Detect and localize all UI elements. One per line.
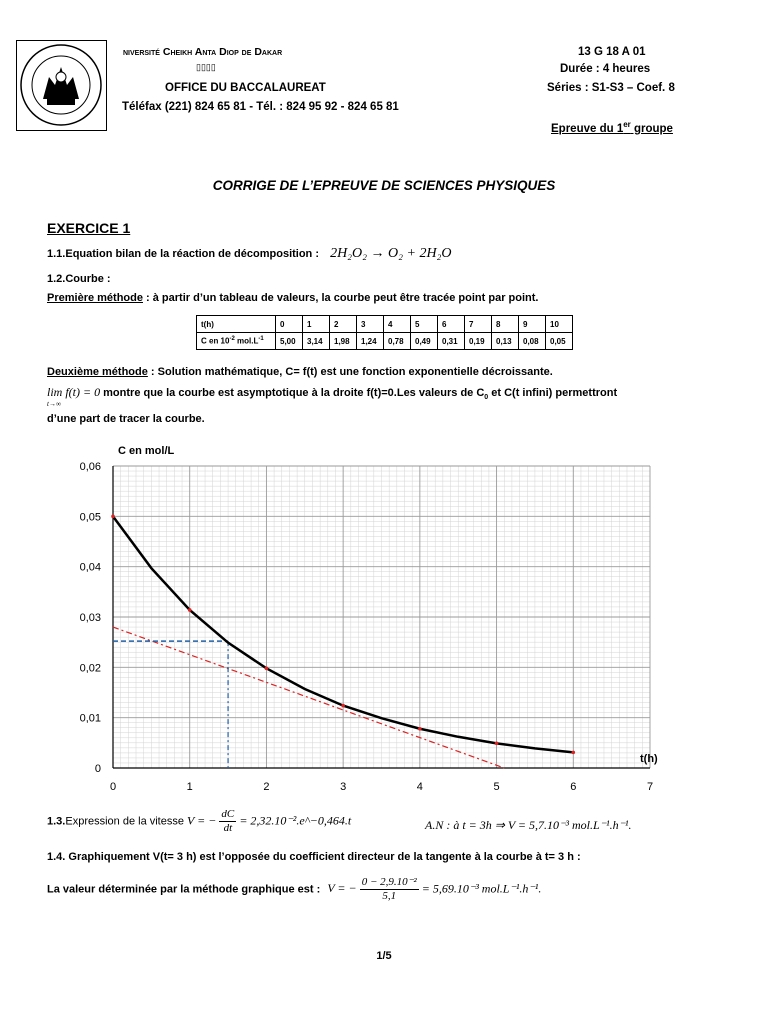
data-point: [418, 727, 422, 731]
x-tick-label: 0: [109, 781, 117, 793]
limit-expression: lim f(t) = 0: [47, 385, 101, 399]
numerical-application: A.N : à t = 3h ⇒ V = 5,7.10⁻³ mol.L⁻¹.h⁻¹.: [425, 818, 632, 832]
table-cell: 8: [492, 316, 519, 333]
table-cell: 0,31: [438, 333, 465, 350]
table-cell: 0: [276, 316, 303, 333]
chart-y-label: C en mol/L: [118, 445, 175, 457]
decomposition-equation: 2H₂O₂ → O₂ + 2H₂O: [330, 246, 452, 261]
x-tick-label: 5: [493, 781, 500, 793]
table-cell: 1,98: [330, 333, 357, 350]
x-tick-label: 2: [263, 781, 270, 793]
header-glyphs: ▯▯▯▯: [196, 62, 216, 72]
x-tick-label: 1: [186, 781, 193, 793]
table-cell: 6: [438, 316, 465, 333]
data-point: [188, 608, 192, 612]
slope-fraction: $\frac{\text{0 − 2,9.10⁻²}}{5,1}$: [361, 876, 417, 902]
table-cell: 7: [465, 316, 492, 333]
table-cell: 1,24: [357, 333, 384, 350]
chart-x-label: t(h): [640, 753, 658, 765]
data-point: [571, 751, 575, 755]
table-cell: 0,13: [492, 333, 519, 350]
data-point: [265, 667, 269, 671]
question-1-1: 1.1.Equation bilan de la réaction de décomposition : 2H₂O₂ → O₂ + 2H₂O: [47, 246, 452, 261]
university-name: niversité Cheikh Anta Diop de Dakar: [123, 46, 283, 58]
data-point: [341, 704, 345, 708]
table-cell: 0,49: [411, 333, 438, 350]
y-tick-label: 0,04: [79, 561, 101, 574]
table-header-time: t(h): [197, 316, 276, 333]
page-number: 1/5: [376, 950, 392, 962]
exercise-heading: EXERCICE 1: [47, 220, 131, 236]
y-tick-label: 0,05: [79, 511, 101, 524]
seal-icon: [17, 41, 105, 129]
limit-line: lim f(t) = 0 montre que la courbe est asymptotique à la droite f(t)=0.Les valeurs de $C_0$ et C(t infini) permettront: [47, 385, 618, 402]
data-point: [111, 515, 115, 519]
exam-group: Epreuve du 1er groupe: [551, 120, 673, 135]
derivative-fraction: $\frac{dC}{dt}$: [221, 808, 235, 834]
method-2: Deuxième méthode : Solution mathématique, C= f(t) est une fonction exponentielle décroissante.: [47, 366, 553, 378]
table-cell: 9: [519, 316, 546, 333]
x-tick-label: 4: [416, 781, 423, 793]
x-tick-label: 7: [646, 781, 654, 793]
exam-code: 13 G 18 A 01: [578, 46, 646, 58]
table-cell: 0,19: [465, 333, 492, 350]
table-header-concentration: C en $10^{-2}$ $mol.L^{-1}$: [197, 333, 276, 350]
question-1-4: 1.4. Graphiquement V(t= 3 h) est l’opposée du coefficient directeur de la tangente à la courbe à t= 3 h :: [47, 851, 581, 863]
contact-line: Téléfax (221) 824 65 81 - Tél. : 824 95 92 - 824 65 81: [122, 101, 399, 113]
table-cell: 10: [546, 316, 573, 333]
table-cell: 0,78: [384, 333, 411, 350]
table-cell: 3,14: [303, 333, 330, 350]
x-tick-label: 3: [340, 781, 347, 793]
exam-duration: Durée : 4 heures: [560, 63, 651, 75]
question-1-3: 1.3.Expression de la vitesse V = − $\frac{dC}{dt}$ = 2,32.10⁻².e^−0,464.t: [47, 808, 352, 834]
y-tick-label: 0,02: [79, 662, 101, 675]
x-tick-label: 6: [570, 781, 577, 793]
table-row-time: [197, 316, 573, 333]
graphical-result: = 5,69.10⁻³ mol.L⁻¹.h⁻¹.: [421, 881, 542, 896]
table-cell: 1: [303, 316, 330, 333]
table-cell: 0,05: [546, 333, 573, 350]
table-cell: 5: [411, 316, 438, 333]
method-1: Première méthode : à partir d’un tableau de valeurs, la courbe peut être tracée point par point.: [47, 292, 539, 304]
y-tick-label: 0: [94, 763, 101, 775]
graphical-value: La valeur déterminée par la méthode graphique est : V = − $\frac{\text{0 − 2,9.10⁻²}}{5,1}$ = 5,69.10⁻³ mol.L⁻¹.h⁻¹.: [47, 876, 542, 902]
limit-line-2: d’une part de tracer la courbe.: [47, 413, 205, 425]
data-point: [495, 742, 499, 746]
table-cell: 0,08: [519, 333, 546, 350]
y-tick-label: 0,06: [79, 461, 101, 473]
office-name: OFFICE DU BACCALAUREAT: [165, 82, 326, 94]
question-1-2: 1.2.Courbe :: [47, 273, 111, 285]
values-table: [196, 315, 573, 350]
university-seal-logo: [16, 40, 107, 131]
exam-series: Séries : S1-S3 – Coef. 8: [547, 82, 675, 94]
page-title: CORRIGE DE L’EPREUVE DE SCIENCES PHYSIQUES: [212, 178, 556, 193]
table-cell: 5,00: [276, 333, 303, 350]
limit-subscript: t→∞: [47, 400, 61, 408]
table-cell: 3: [357, 316, 384, 333]
rate-expression: = 2,32.10⁻².e^−0,464.t: [239, 813, 352, 828]
y-tick-label: 0,03: [79, 612, 101, 624]
table-cell: 4: [384, 316, 411, 333]
table-cell: 2: [330, 316, 357, 333]
table-row-concentration: [197, 333, 573, 350]
concentration-chart: [60, 440, 700, 800]
y-tick-label: 0,01: [79, 712, 101, 725]
